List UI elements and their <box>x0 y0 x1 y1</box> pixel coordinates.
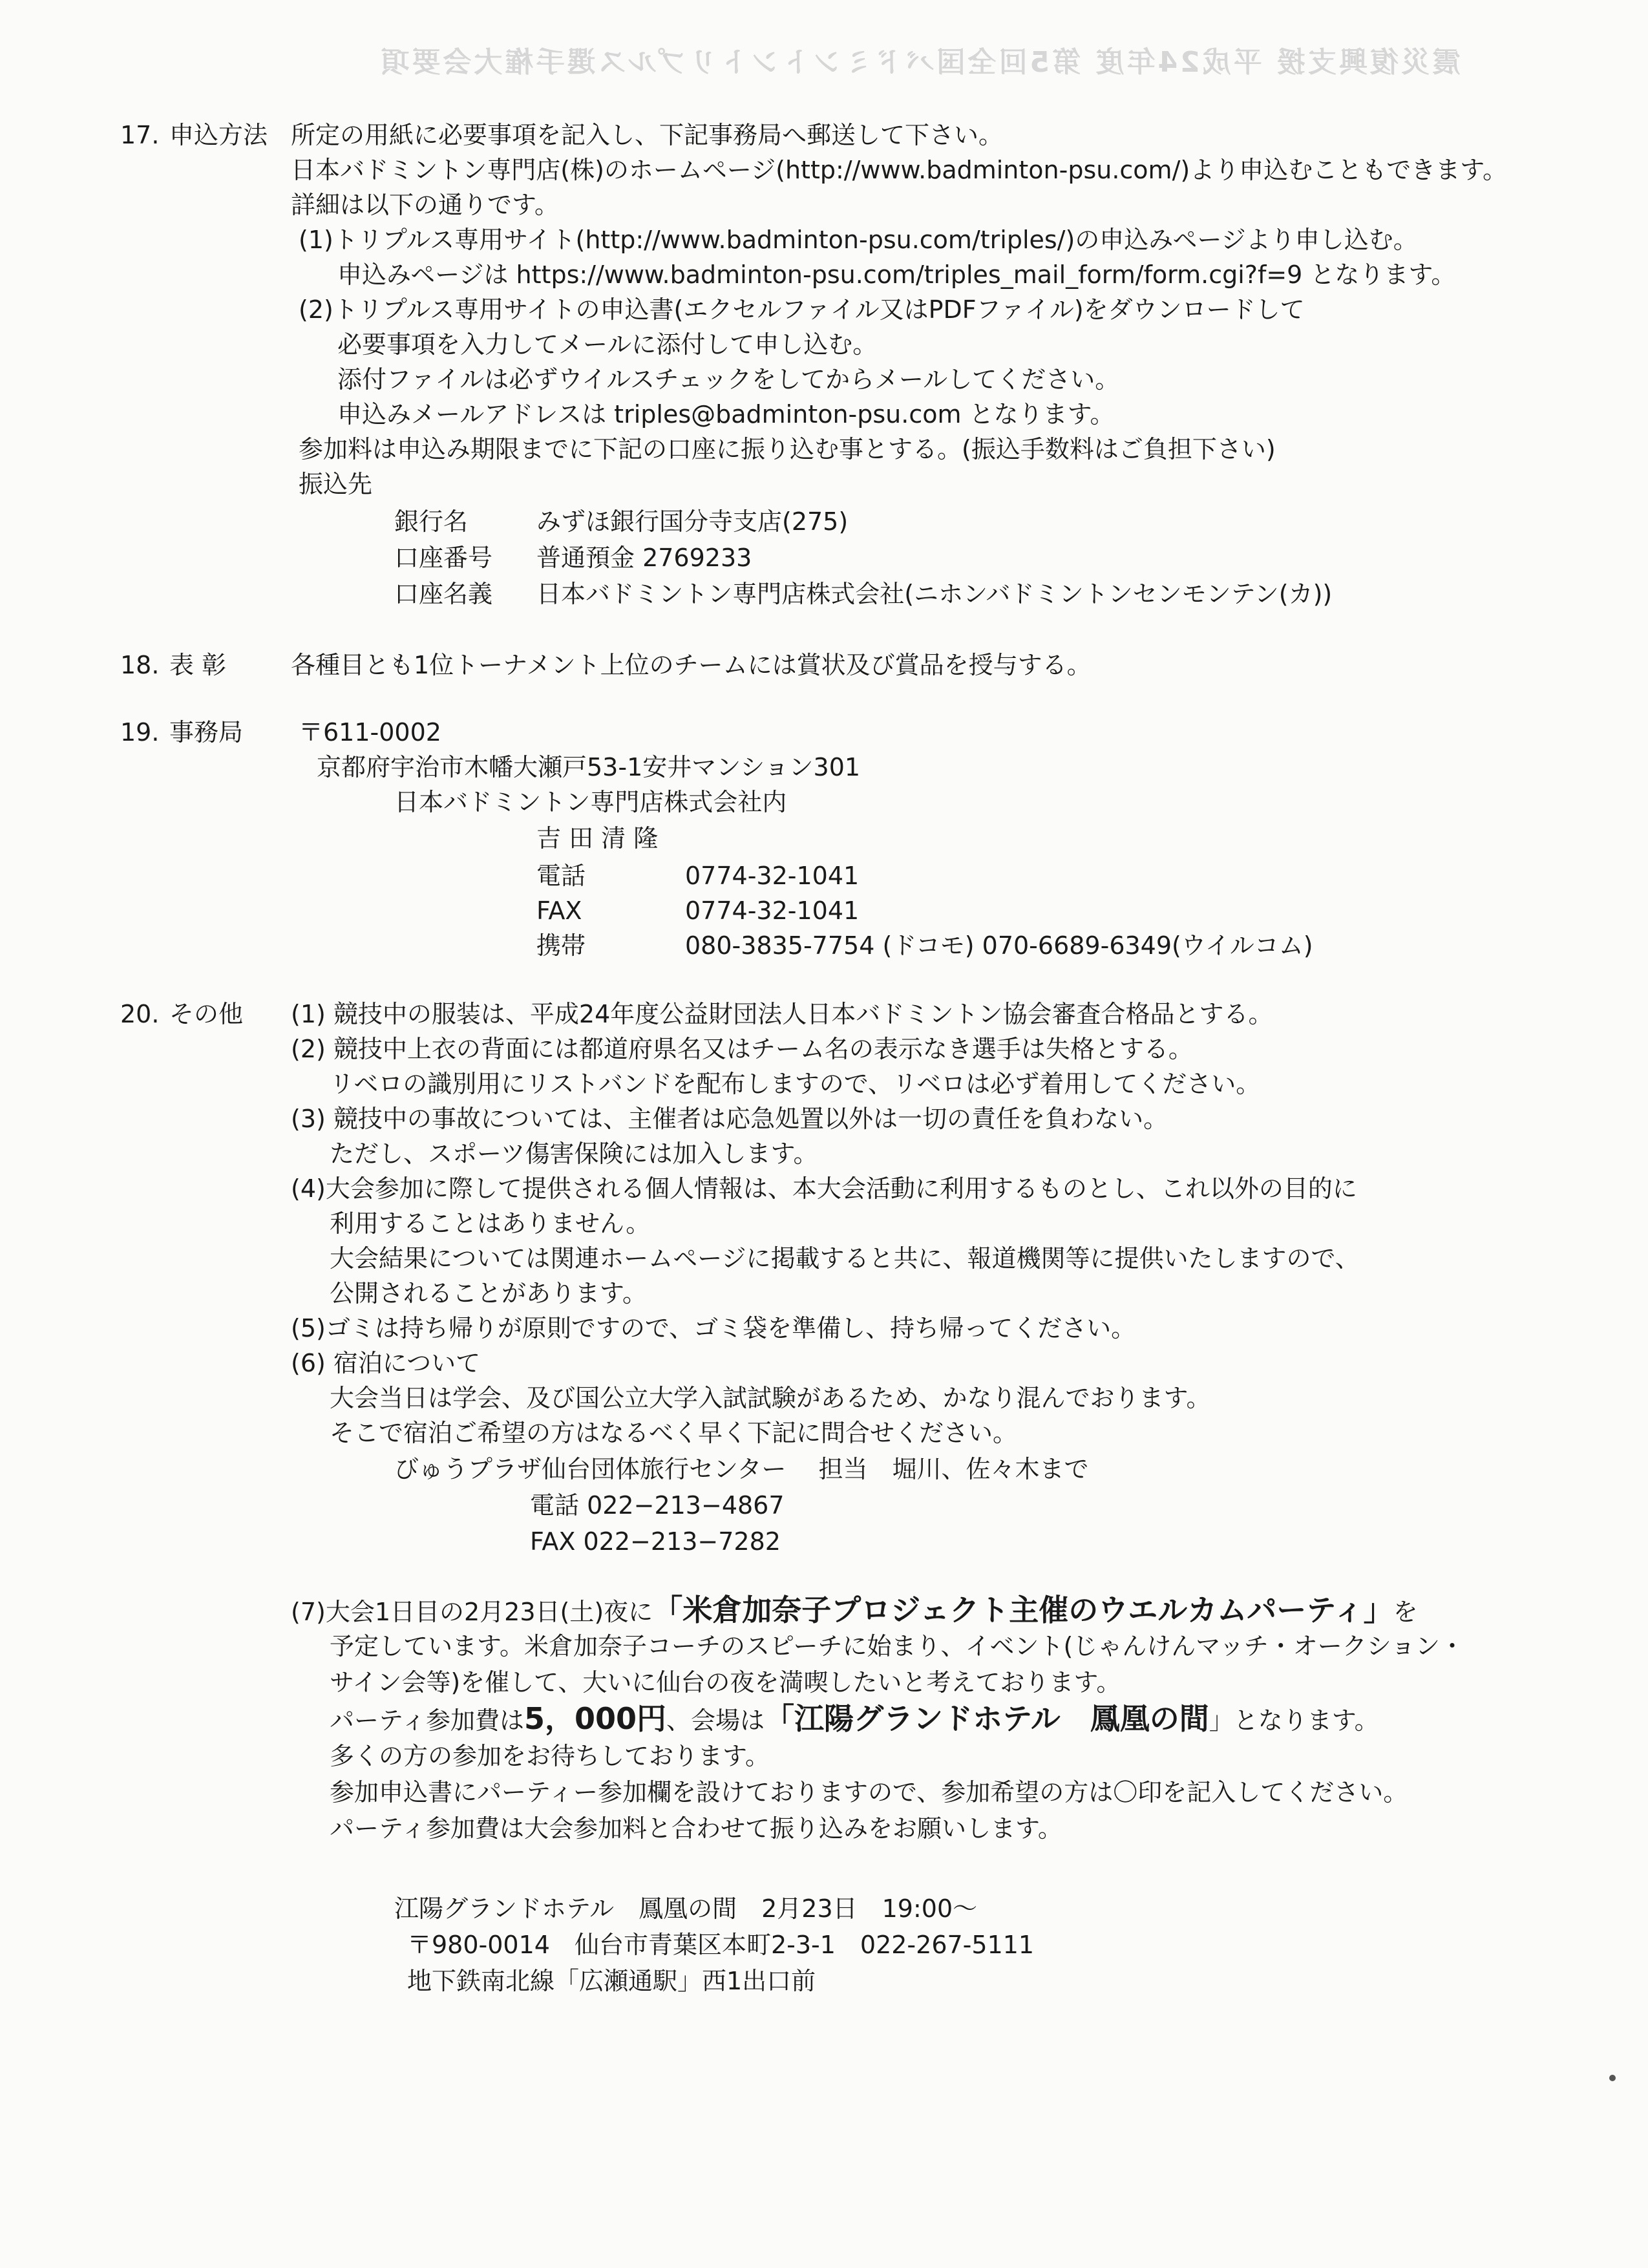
contact-value: 0774-32-1041 <box>685 862 860 890</box>
text-line: 振込先 <box>299 470 373 498</box>
text-line: 利用することはありません。 <box>330 1209 651 1238</box>
party-fee-lead: パーティ参加費は <box>330 1706 524 1735</box>
text-line: 申込みページは https://www.badminton-psu.com/triples_mail_form/form.cgi?f=9 となります。 <box>337 260 1456 289</box>
text-line: 日本バドミントン専門店(株)のホームページ(http://www.badminton-psu.com/)より申込むこともできます。 <box>291 156 1508 184</box>
contact-label: 携帯 <box>536 931 586 960</box>
text-line: パーティ参加費は大会参加料と合わせて振り込みをお願いします。 <box>330 1814 1062 1843</box>
section-20-title: その他 <box>169 1000 244 1028</box>
office-person: 吉 田 清 隆 <box>536 824 659 853</box>
venue-line: 江陽グランドホテル 鳳凰の間 2月23日 19:00〜 <box>394 1894 978 1923</box>
text-line: そこで宿泊ご希望の方はなるべく早く下記に問合せください。 <box>330 1419 1018 1447</box>
section-17-title: 申込方法 <box>169 121 268 149</box>
scan-speck <box>1609 2075 1616 2081</box>
venue-access: 地下鉄南北線「広瀬通駅」西1出口前 <box>407 1967 816 1995</box>
office-address: 京都府宇治市木幡大瀬戸53-1安井マンション301 <box>317 753 861 781</box>
bank-value: みずほ銀行国分寺支店(275) <box>536 507 849 536</box>
section-18-number: 18. <box>120 651 160 679</box>
bank-value: 日本バドミントン専門店株式会社(ニホンバドミントンセンモンテン(カ)) <box>536 580 1333 608</box>
text-line: びゅうプラザ仙台団体旅行センター 担当 堀川、佐々木まで <box>394 1455 1089 1483</box>
text-line: (2)トリプルス専用サイトの申込書(エクセルファイル又はPDFファイル)をダウンロードして <box>299 295 1305 324</box>
text-line: 大会結果については関連ホームページに掲載すると共に、報道機関等に提供いたしますので、 <box>330 1244 1360 1273</box>
text-line: リベロの識別用にリストバンドを配布しますので、リベロは必ず着用してください。 <box>330 1070 1261 1098</box>
text-line: 大会当日は学会、及び国公立大学入試試験があるため、かなり混んでおります。 <box>330 1384 1211 1412</box>
office-zip: 〒611-0002 <box>299 718 441 747</box>
text-line: (6) 宿泊について <box>291 1349 481 1377</box>
text-line: 予定しています。米倉加奈子コーチのスピーチに始まり、イベント(じゃんけんマッチ・オークション・ <box>330 1632 1464 1660</box>
text-line: (3) 競技中の事故については、主催者は応急処置以外は一切の責任を負わない。 <box>291 1105 1168 1133</box>
party-fee-mid: 、会場は <box>666 1706 765 1735</box>
bank-label: 口座名義 <box>394 580 493 608</box>
section-19-number: 19. <box>120 718 160 747</box>
text-line: 多くの方の参加をお待ちしております。 <box>330 1742 770 1770</box>
office-org: 日本バドミントン専門店株式会社内 <box>394 788 787 816</box>
section-18-title: 表 彰 <box>169 651 227 679</box>
bleed-through-heading: 震災復興支援 平成24年度 第5回全国バドミントントリプルス選手権大会要項 <box>378 46 1461 79</box>
contact-value: 0774-32-1041 <box>685 896 860 925</box>
party-fee-line <box>330 1701 1379 1736</box>
section-20-number: 20. <box>120 1000 160 1028</box>
text-line: (1) 競技中の服装は、平成24年度公益財団法人日本バドミントン協会審査合格品とする。 <box>291 1000 1273 1028</box>
text-line: ただし、スポーツ傷害保険には加入します。 <box>330 1139 818 1168</box>
text-line: FAX 022−213−7282 <box>530 1527 781 1556</box>
party-event-name: 「米倉加奈子プロジェクト主催のウエルカムパーティ」 <box>653 1593 1393 1627</box>
bank-value: 普通預金 2769233 <box>536 544 752 572</box>
party-line-1-tail: を <box>1393 1598 1418 1626</box>
contact-label: FAX <box>536 896 582 925</box>
text-line: (2) 競技中上衣の背面には都道府県名又はチーム名の表示なき選手は失格とする。 <box>291 1035 1193 1063</box>
text-line: 添付ファイルは必ずウイルスチェックをしてからメールしてください。 <box>337 365 1120 394</box>
section-19-title: 事務局 <box>169 718 244 747</box>
text-line: サイン会等)を催して、大いに仙台の夜を満喫したいと考えております。 <box>330 1668 1121 1697</box>
text-line: 詳細は以下の通りです。 <box>291 191 559 219</box>
text-line: 所定の用紙に必要事項を記入し、下記事務局へ郵送して下さい。 <box>291 121 1004 149</box>
section-17-number: 17. <box>120 121 160 149</box>
party-line-1-lead: (7)大会1日目の2月23日(土)夜に <box>291 1598 653 1626</box>
text-line: (5)ゴミは持ち帰りが原則ですので、ゴミ袋を準備し、持ち帰ってください。 <box>291 1314 1136 1342</box>
contact-label: 電話 <box>536 862 586 890</box>
text-line: 必要事項を入力してメールに添付して申し込む。 <box>337 330 878 359</box>
bank-label: 口座番号 <box>394 544 493 572</box>
party-fee-tail: 」となります。 <box>1209 1706 1379 1735</box>
text-line: 各種目とも1位トーナメント上位のチームには賞状及び賞品を授与する。 <box>291 651 1092 679</box>
text-line: 申込みメールアドレスは triples@badminton-psu.com となります。 <box>337 400 1115 429</box>
text-line: (1)トリプルス専用サイト(http://www.badminton-psu.com/triples/)の申込みページより申し込む。 <box>299 226 1418 254</box>
contact-value: 080-3835-7754 (ドコモ) 070-6689-6349(ウイルコム) <box>685 931 1313 960</box>
party-fee: 5，000円 <box>523 1701 666 1736</box>
text-line: 参加料は申込み期限までに下記の口座に振り込む事とする。(振込手数料はご負担下さい) <box>299 435 1276 463</box>
venue-address: 〒980-0014 仙台市青葉区本町2-3-1 022-267-5111 <box>407 1931 1035 1959</box>
party-line-1 <box>291 1595 1418 1627</box>
text-line: (4)大会参加に際して提供される個人情報は、本大会活動に利用するものとし、これ以外の目的に <box>291 1174 1357 1203</box>
text-line: 公開されることがあります。 <box>330 1279 647 1308</box>
text-line: 電話 022−213−4867 <box>530 1491 785 1520</box>
party-venue: 「江陽グランドホテル 鳳凰の間 <box>765 1701 1209 1736</box>
bank-label: 銀行名 <box>394 507 469 536</box>
text-line: 参加申込書にパーティー参加欄を設けておりますので、参加希望の方は〇印を記入してください。 <box>330 1778 1408 1807</box>
